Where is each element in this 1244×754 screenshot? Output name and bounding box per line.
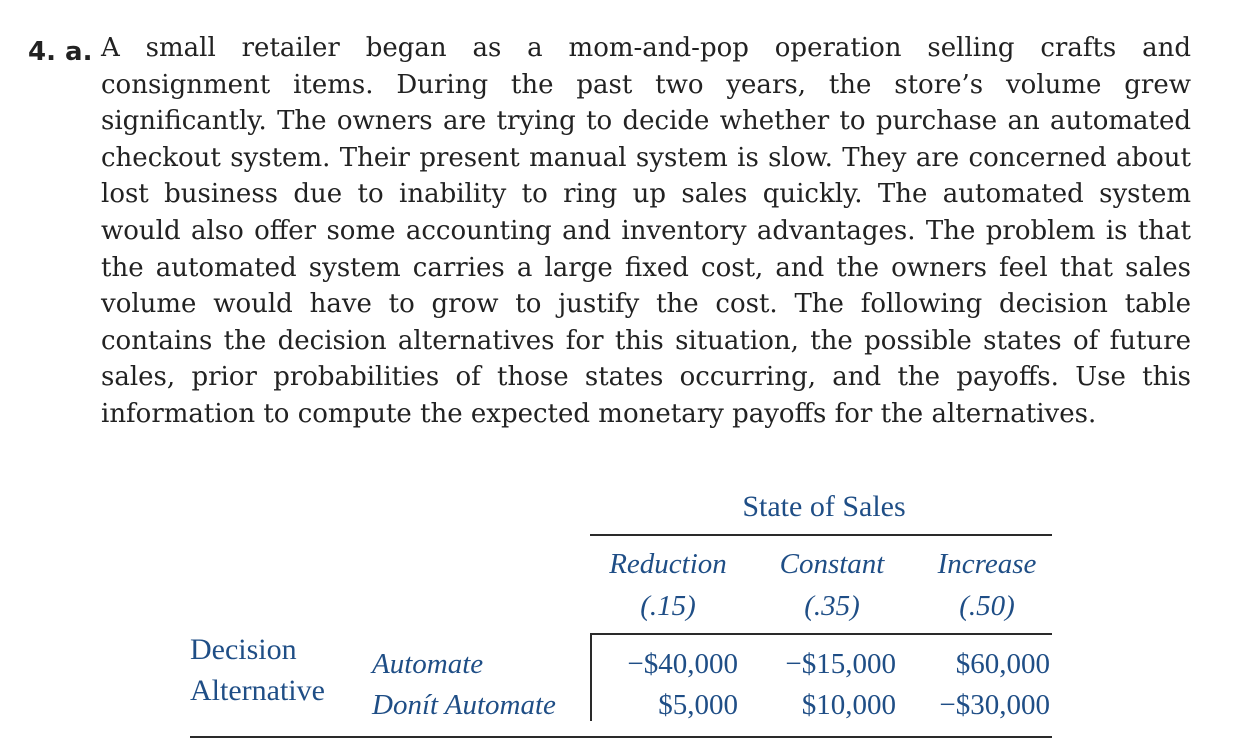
row-label-automate: Automate	[372, 648, 484, 680]
cell-dont-automate-constant: $10,000	[801, 689, 896, 721]
header-top-rule	[590, 534, 1052, 536]
cell-automate-increase: $60,000	[955, 648, 1050, 680]
cell-dont-automate-reduction: $5,000	[658, 689, 738, 721]
decision-alternative-label-line2: Alternative	[190, 674, 325, 707]
body-left-rule	[590, 633, 592, 721]
row-label-dont-automate: Donít Automate	[372, 689, 556, 721]
column-prob-increase: (.50)	[959, 590, 1015, 622]
header-bottom-rule	[590, 633, 1052, 635]
decision-alternative-label-line1: Decision	[190, 633, 297, 666]
problem-text: A small retailer began as a mom-and-pop operation selling crafts and consignment items. During the past two years, the store’s volume grew significantly. The owners are trying to decide whether to purchase an automated checkout system. Their present manual system is slow. They are concerned about lost business due to inability to ring up sales quickly. The automated system would also offer some accounting and inventory advantages. The problem is that the automated system carries a large fixed cost, and the owners feel that sales volume would have to grow to justify the cost. The following decision table contains the decision alternatives for this situation, the possible states of future sales, prior probabilities of those states occurring, and the payoffs. Use this information to compute the expected monetary payoffs for the alternatives.	[101, 33, 1191, 429]
column-prob-reduction: (.15)	[640, 590, 696, 622]
column-prob-constant: (.35)	[804, 590, 860, 622]
cell-dont-automate-increase: −$30,000	[939, 689, 1050, 721]
column-label-constant: Constant	[779, 548, 885, 580]
column-label-increase: Increase	[937, 548, 1037, 580]
cell-automate-constant: −$15,000	[785, 648, 896, 680]
cell-automate-reduction: −$40,000	[627, 648, 738, 680]
state-of-sales-title: State of Sales	[742, 490, 906, 523]
table-bottom-rule	[190, 736, 1052, 738]
problem-number: 4. a.	[28, 37, 93, 67]
column-label-reduction: Reduction	[609, 548, 727, 580]
